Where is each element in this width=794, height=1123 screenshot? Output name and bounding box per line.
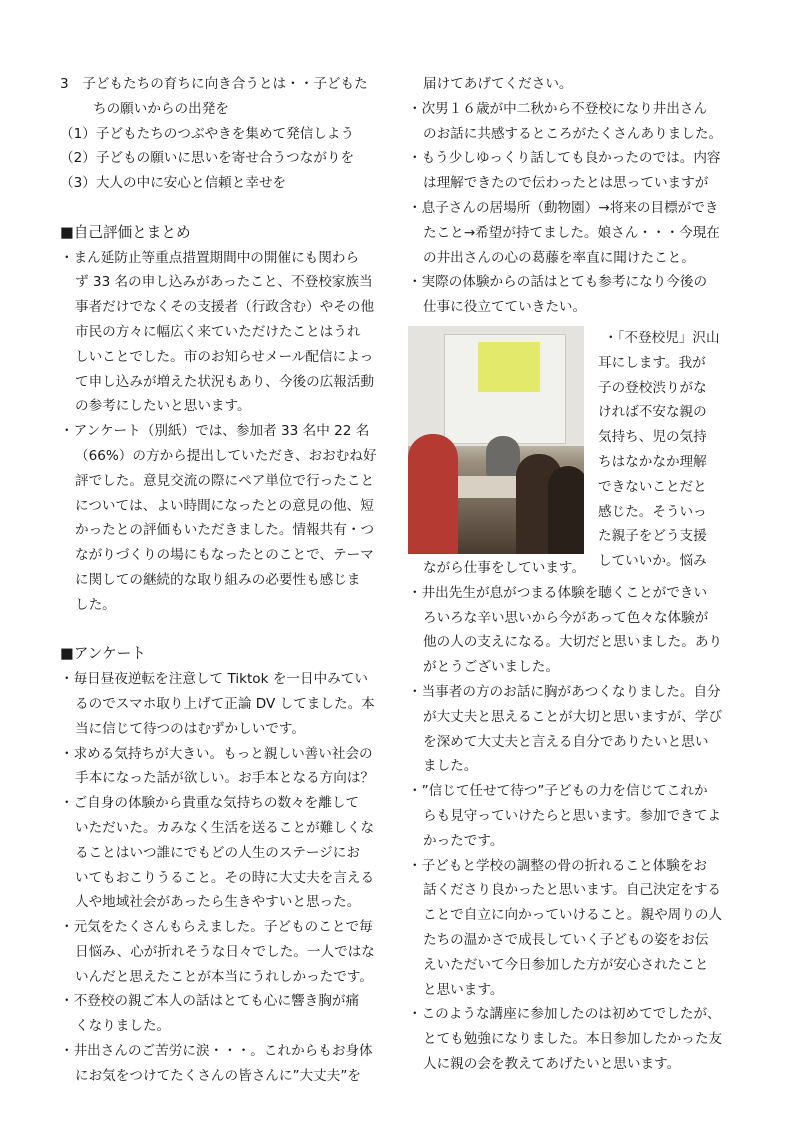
text-line: のお話に共感するところがたくさんありました。 — [423, 125, 723, 142]
text-line: ・息子さんの居場所（動物園）→将来の目標ができ — [408, 199, 719, 216]
photo-speaker — [486, 436, 520, 478]
lecture-photo — [408, 326, 584, 554]
text-line: 話くださり良かったと思います。自己決定をする — [423, 882, 721, 899]
text-line: ・当事者の方のお話に胸があつくなりました。自分 — [408, 683, 721, 700]
text-line: るのでスマホ取り上げて正論 DV してました。本 — [75, 695, 375, 712]
text-line: の参考にしたいと思います。 — [75, 398, 251, 415]
text-line: については、よい時間になったとの意見の他、短 — [75, 497, 374, 514]
self-eval-list — [60, 246, 384, 618]
text-line: ろいろな辛い思いから今があって色々な体験が — [423, 609, 709, 626]
continued-text: 届けてあげてください。 — [423, 76, 573, 92]
text-line: が大丈夫と思えることが大切と思いますが、学び — [423, 708, 723, 725]
text-line: かったとの評価もいただきました。情報共有・つ — [75, 522, 375, 539]
text-line: ・井出さんのご苦労に涙・・・。これからもお身体 — [60, 1043, 373, 1060]
photo-after-line: ながら仕事をしています。 — [423, 559, 586, 576]
text-line: ・アンケート（別紙）では、参加者 33 名中 22 名 — [60, 423, 370, 440]
survey-heading: ■アンケート — [60, 645, 146, 663]
text-line: 日悩み、心が折れそうな日々でした。一人ではな — [75, 943, 375, 960]
text-line: ・実際の体験からの話はとても参考になり今後の — [408, 274, 708, 291]
photo-poster — [478, 342, 540, 392]
bullet-item — [60, 246, 384, 420]
text-line: がとうございました。 — [423, 659, 559, 676]
text-line: ず 33 名の申し込みがあったこと、不登校家族当 — [75, 274, 373, 291]
bullet-item — [408, 581, 734, 680]
text-line: を深めて大丈夫と言える自分でありたいと思い — [423, 733, 709, 750]
bullet-item — [408, 854, 734, 1003]
text-line: ・もう少しゆっくり話しても良かったのでは。内容 — [408, 150, 721, 167]
bullet-item — [60, 742, 384, 792]
text-line: に関しての継続的な取り組みの必要性も感じま — [75, 571, 361, 588]
text-line: ました。 — [423, 758, 478, 775]
text-line: ことで自立に向かっていけること。親や周りの人 — [423, 907, 723, 924]
text-line: にお気をつけてたくさんの皆さんに”大丈夫”を — [75, 1067, 361, 1084]
text-line: たちの温かさで成長していく子どもの姿をお伝 — [423, 931, 709, 948]
survey-left-list — [60, 667, 384, 1089]
text-line: の井出さんの心の葛藤を率直に聞けたこと。 — [423, 249, 695, 266]
text-line: 市民の方々に幅広く来ていただけたことはうれ — [75, 323, 361, 340]
text-line: 子の登校渋りがな — [598, 379, 707, 396]
text-line: えいただいて今日参加した方が安心されたこと — [423, 956, 709, 973]
text-line: しいことでした。市のお知らせメール配信によっ — [75, 348, 374, 365]
text-line: 仕事に役立てていきたい。 — [423, 299, 587, 316]
text-line: 耳にします。我が — [598, 354, 706, 371]
text-line: くなりました。 — [75, 1018, 171, 1035]
text-line: ・ご自身の体験から貴重な気持ちの数々を離して — [60, 795, 360, 812]
text-line: ・不登校の親ご本人の話はとても心に響き胸が痛 — [60, 993, 360, 1010]
text-line: ・元気をたくさんもらえました。子どものことで毎 — [60, 919, 373, 936]
text-line: 人や地域社会があったら生きやすいと思った。 — [75, 894, 361, 911]
text-line: ちの願いからの出発を — [93, 100, 229, 117]
photo-audience-3 — [548, 466, 584, 554]
bullet-item — [408, 1002, 734, 1076]
text-line: した。 — [75, 596, 116, 613]
spacer — [60, 618, 384, 643]
text-line: ・求める気持ちが大きい。もっと親しい善い社会の — [60, 745, 373, 762]
text-line: していいか。悩み — [598, 553, 707, 570]
text-line: らも見守っていけたらと思います。参加できてよ — [423, 807, 721, 824]
survey-right-top-list — [408, 97, 734, 320]
text-line: ちはなかなか理解 — [598, 453, 707, 470]
list-item: （1）子どもたちのつぶやきを集めて発信しよう — [60, 125, 355, 142]
right-column — [408, 72, 734, 1077]
section3-items — [60, 122, 384, 196]
text-line: ・このような講座に参加したのは初めてでしたが、 — [408, 1006, 721, 1023]
text-line: 他の人の支えになる。大切だと思いました。あり — [423, 634, 723, 651]
list-item: （3）大人の中に安心と信頼と幸せを — [60, 175, 287, 192]
bullet-item — [60, 667, 384, 741]
photo-side-text — [598, 326, 734, 574]
text-line: ・「不登校児」沢山 — [604, 329, 720, 346]
bullet-item — [408, 146, 734, 196]
text-line: 事者だけでなくその支援者（行政含む）やその他 — [75, 299, 375, 316]
text-line: ・まん延防止等重点措置期間中の開催にも関わら — [60, 249, 360, 266]
text-line: ければ不安な親の — [598, 404, 707, 421]
text-line: 手本になった話が欲しい。お手本となる方向は？ — [75, 770, 375, 787]
survey-right-bottom-list — [408, 581, 734, 1077]
bullet-item — [408, 196, 734, 270]
text-line: ることはいつ誰にでもどの人生のステージにお — [75, 844, 360, 861]
text-line: 3 子どもたちの育ちに向き合うとは・・子どもた — [60, 76, 368, 92]
text-line: て申し込みが増えた状況もあり、今後の広報活動 — [75, 373, 375, 390]
photo-audience-1 — [408, 434, 458, 554]
bullet-item — [60, 1039, 384, 1089]
list-item: （2）子どもの願いに思いを寄せ合うつながりを — [60, 150, 355, 167]
text-line: 当に信じて待つのはむずかしいです。 — [75, 720, 306, 737]
text-line: ・毎日昼夜逆転を注意して Tiktok を一日中みてい — [60, 671, 368, 688]
text-line: は理解できたので伝わったとは思っていますが — [423, 175, 709, 192]
text-line: 評でした。意見交流の際にペア単位で行ったこと — [75, 472, 375, 489]
text-line: たこと→希望が持てました。娘さん・・・今現在 — [423, 224, 720, 241]
text-line: と思います。 — [423, 981, 504, 998]
left-column — [60, 72, 384, 1089]
text-line: 感じた。そういっ — [598, 503, 707, 520]
text-line: いんだと思えたことが本当にうれしかったです。 — [75, 968, 373, 985]
text-line: かったです。 — [423, 832, 504, 849]
text-line: ・”信じて任せて待つ”子どもの力を信じてこれか — [408, 783, 708, 800]
bullet-item — [60, 791, 384, 915]
text-line: ・次男１６歳が中二秋から不登校になり井出さん — [408, 100, 708, 117]
text-line: ・子どもと学校の調整の骨の折れること体験をお — [408, 857, 708, 874]
text-line: とても勉強になりました。本日参加したかった友 — [423, 1031, 723, 1048]
bullet-item — [60, 989, 384, 1039]
bullet-item — [408, 680, 734, 779]
text-line: た親子をどう支援 — [598, 528, 707, 545]
text-line: いただいた。カみなく生活を送ることが難しくな — [75, 819, 375, 836]
bullet-item — [408, 270, 734, 320]
spacer — [60, 196, 384, 221]
text-line: 人に親の会を教えてあげたいと思います。 — [423, 1055, 681, 1072]
bullet-item — [408, 97, 734, 147]
bullet-item — [408, 779, 734, 853]
bullet-item — [60, 915, 384, 989]
text-line: ・井出先生が息がつまる体験を聴くことができい — [408, 584, 708, 601]
text-line: ながりづくりの場にもなったとのことで、テーマ — [75, 547, 374, 564]
text-line: （66%）の方から提出していただき、おおむね好 — [75, 447, 377, 464]
section3-heading — [60, 72, 384, 122]
text-line: 気持ち、児の気持 — [598, 429, 707, 446]
bullet-item — [60, 419, 384, 617]
text-line: できないことだと — [598, 478, 707, 495]
text-line: いてもおこりうること。その時に大丈夫を言える — [75, 869, 375, 886]
self-eval-heading: ■自己評価とまとめ — [60, 223, 191, 241]
